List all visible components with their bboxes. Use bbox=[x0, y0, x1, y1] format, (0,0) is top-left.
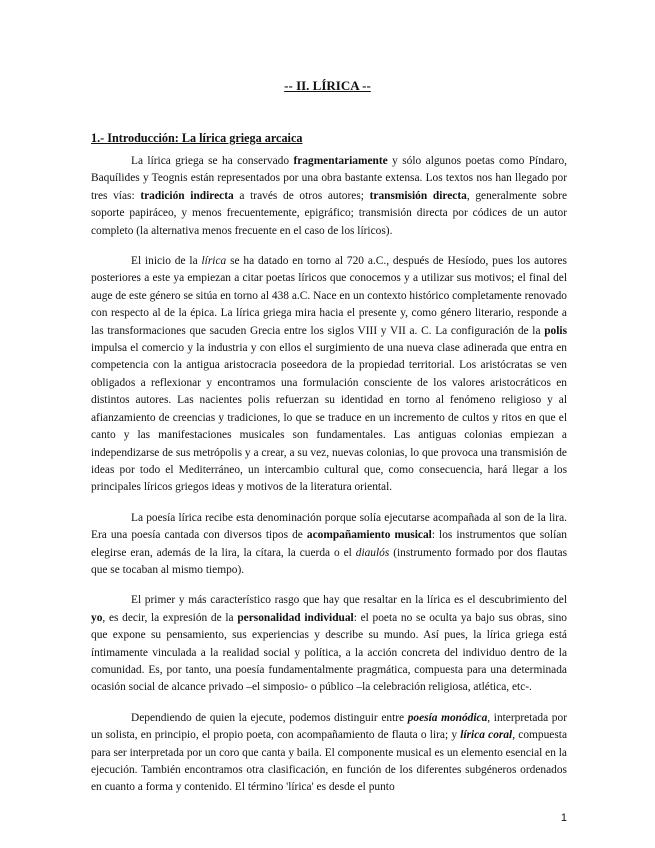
emphasis-text: fragmentariamente bbox=[293, 155, 388, 167]
text-run: impulsa el comercio y la industria y con ellos el surgimiento de una nueva clase adinerada que entra en competencia con la antigua aristocracia poseedora de la propiedad territorial. Los aristócratas se ven obligados a reflexionar y encontramos una formulación consciente de los valores aristocráticos en distintos autores. Las nacientes polis refuerzan su identidad en torno al fenómeno religioso y al afianzamiento de creencias y tradiciones, lo que se traduce en un incremento de cultos y ritos en que el canto y las manifestaciones musicales son fundamentales. Las antiguas colonias empiezan a independizarse de sus metrópolis y a crear, a su vez, nuevas colonias, lo que provoca una transmisión de ideas por todo el Mediterráneo, un intercambio cultural que, como consecuencia, hará llegar a los principales líricos griegos ideas y motivos de la literatura oriental. bbox=[91, 342, 567, 494]
paragraph bbox=[91, 510, 567, 580]
paragraph bbox=[91, 253, 567, 497]
text-run: , compuesta para ser interpretada por un coro que canta y baila. El componente musical es un elemento esencial en la ejecución. También encontramos otra clasificación, en función de los diferentes subgéneros ordenados en cuanto a forma y contenido. El término 'lírica' es desde el punto bbox=[91, 729, 568, 794]
page-title: -- II. LÍRICA -- bbox=[284, 78, 371, 93]
emphasis-text: transmisión directa bbox=[369, 189, 467, 202]
emphasis-text: diaulós bbox=[355, 546, 390, 559]
text-run: Dependiendo de quien la ejecute, podemos distinguir entre bbox=[131, 711, 408, 724]
emphasis-text: lírica bbox=[201, 255, 227, 268]
text-run: La poesía lírica recibe esta denominación porque solía ejecutarse acompañada al son de la lira. Era una poesía cantada con diversos tipos de bbox=[91, 511, 567, 542]
text-run: y sólo algunos poetas como Píndaro, Baquílides y Teognis están representados por una obra bastante extensa. Los textos nos han llegado por tres vías: bbox=[91, 155, 567, 202]
text-run: El primer y más característico rasgo que hay que resaltar en la lírica es el descubrimiento del bbox=[131, 594, 567, 607]
text-run: se ha datado en torno al 720 a.C., después de Hesíodo, pues los autores posteriores a este ya empiezan a citar poetas líricos que conocemos y a utilizar sus motivos; el final del auge de este género se sitúa en torno al 438 a.C. Nace en un contexto histórico completamente renovado con respecto al de la épica. La lírica griega mira hacia el presente y, como género literario, responde a las transformaciones que sacuden Grecia entre los siglos VIII y VII a. C. La configuración de la bbox=[91, 255, 567, 337]
text-run: La lírica griega se ha conservado bbox=[131, 155, 294, 167]
text-run: : los instrumentos que solían elegirse eran, además de la lira, la cítara, la cuerda o el bbox=[91, 529, 567, 559]
emphasis-text: poesía monódica bbox=[407, 711, 488, 724]
text-run: , generalmente sobre soporte papiráceo, y menos frecuentemente, epigráfico; transmisión directa por códices de un autor completo (la alternativa menos frecuente en el caso de los líricos). bbox=[91, 189, 568, 237]
emphasis-text: yo bbox=[91, 611, 103, 624]
text-run: El inicio de la bbox=[131, 255, 202, 268]
paragraph bbox=[91, 710, 567, 797]
paragraph bbox=[91, 592, 567, 696]
emphasis-text: acompañamiento musical bbox=[306, 529, 432, 542]
text-run: a través de otros autores; bbox=[233, 189, 370, 202]
body-text bbox=[91, 153, 567, 810]
emphasis-text: personalidad individual bbox=[237, 611, 354, 624]
text-run: , interpretada por un solista, en principio, el propio poeta, con acompañamiento de flauta o lira; y bbox=[91, 711, 567, 742]
emphasis-text: lírica coral bbox=[460, 729, 513, 742]
section-heading: 1.- Introducción: La lírica griega arcaica bbox=[91, 131, 303, 145]
text-run: (instrumento formado por dos flautas que se tocaban al mismo tiempo). bbox=[91, 546, 567, 576]
paragraph bbox=[91, 153, 567, 240]
emphasis-text: tradición indirecta bbox=[140, 189, 234, 202]
text-run: , es decir, la expresión de la bbox=[102, 611, 238, 624]
page-number: 1 bbox=[560, 812, 567, 824]
emphasis-text: polis bbox=[544, 324, 567, 337]
text-run: : el poeta no se oculta ya bajo sus obras, sino que expone su pensamiento, sus experiencias y describe su mundo. Así pues, la lírica griega está íntimamente vinculada a la realidad social y política, a la acción concreta del individuo dentro de la comunidad. Es, por tanto, una poesía fundamentalmente pragmática, compuesta para una determinada ocasión social de alcance privado –el simposio- o público –la celebración religiosa, atlética, etc-. bbox=[91, 611, 568, 694]
